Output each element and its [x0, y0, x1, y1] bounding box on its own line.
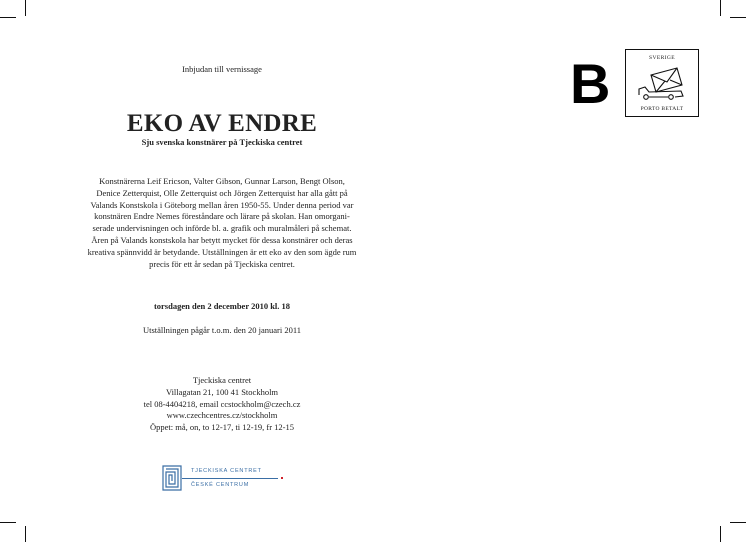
logo-name-swedish: TJECKISKA CENTRET — [191, 468, 262, 474]
website: www.czechcentres.cz/stockholm — [166, 410, 278, 421]
description — [72, 176, 372, 270]
exhibition-period: Utställningen pågår t.o.m. den 20 januari 2011 — [142, 325, 302, 335]
crop-mark — [25, 0, 26, 16]
logo-maze-icon — [162, 465, 182, 491]
description-line: Konstnärerna Leif Ericson, Valter Gibson, Gunnar Larson, Bengt Olson, — [99, 176, 345, 186]
description-line: Åren på Valands konstskola har betytt mycket för dessa konstnärer och deras — [91, 234, 353, 245]
crop-mark — [720, 526, 721, 542]
description-line: precis för ett år sedan på Tjeckiska centret. — [149, 258, 295, 269]
stamp-country: SVERIGE — [648, 55, 676, 61]
crop-mark — [25, 526, 26, 542]
czech-centre-logo — [162, 464, 292, 494]
logo-dot — [281, 477, 283, 479]
description-line: konstnären Endre Nemes föreståndare och lärare på skolan. Han omorgani- — [94, 211, 350, 222]
subtitle: Sju svenska konstnärer på Tjeckiska centret — [141, 137, 303, 147]
stamp-porto-betalt: PORTO BETALT — [640, 106, 684, 112]
invite-label: Inbjudan till vernissage — [182, 64, 262, 74]
opening-hours: Öppet: må, on, to 12-17, ti 12-19, fr 12-15 — [149, 422, 294, 433]
page-title: EKO AV ENDRE — [126, 110, 318, 137]
street-address: Villagatan 21, 100 41 Stockholm — [165, 386, 279, 397]
description-line: serade undervisningen och införde bl. a. grafik och muralmåleri på schemat. — [92, 223, 352, 234]
description-line: Valands Konstskola i Göteborg mellan åren 1950-55. Under denna period var — [90, 199, 354, 210]
venue-name: Tjeckiska centret — [192, 375, 252, 385]
crop-mark — [720, 0, 721, 16]
logo-name-czech: ČESKÉ CENTRUM — [191, 482, 250, 488]
logo-divider — [182, 478, 278, 479]
crop-mark — [0, 522, 16, 523]
crop-mark — [0, 17, 16, 18]
postage-stamp — [625, 49, 699, 117]
description-line: kreativa spännvidd är betydande. Utställningen är ett eko av den som ägde rum — [87, 246, 357, 257]
event-date: torsdagen den 2 december 2010 kl. 18 — [153, 301, 291, 311]
contact-info: tel 08-4404218, email ccstockholm@czech.cz — [143, 398, 301, 409]
description-line: Denice Zetterquist, Olle Zetterquist och Jörgen Zetterquist har alla gått på — [96, 187, 348, 198]
crop-mark — [730, 522, 746, 523]
crop-mark — [730, 17, 746, 18]
address-block — [72, 375, 372, 434]
postal-class-letter: B — [570, 52, 611, 115]
mail-truck-icon — [637, 65, 689, 101]
